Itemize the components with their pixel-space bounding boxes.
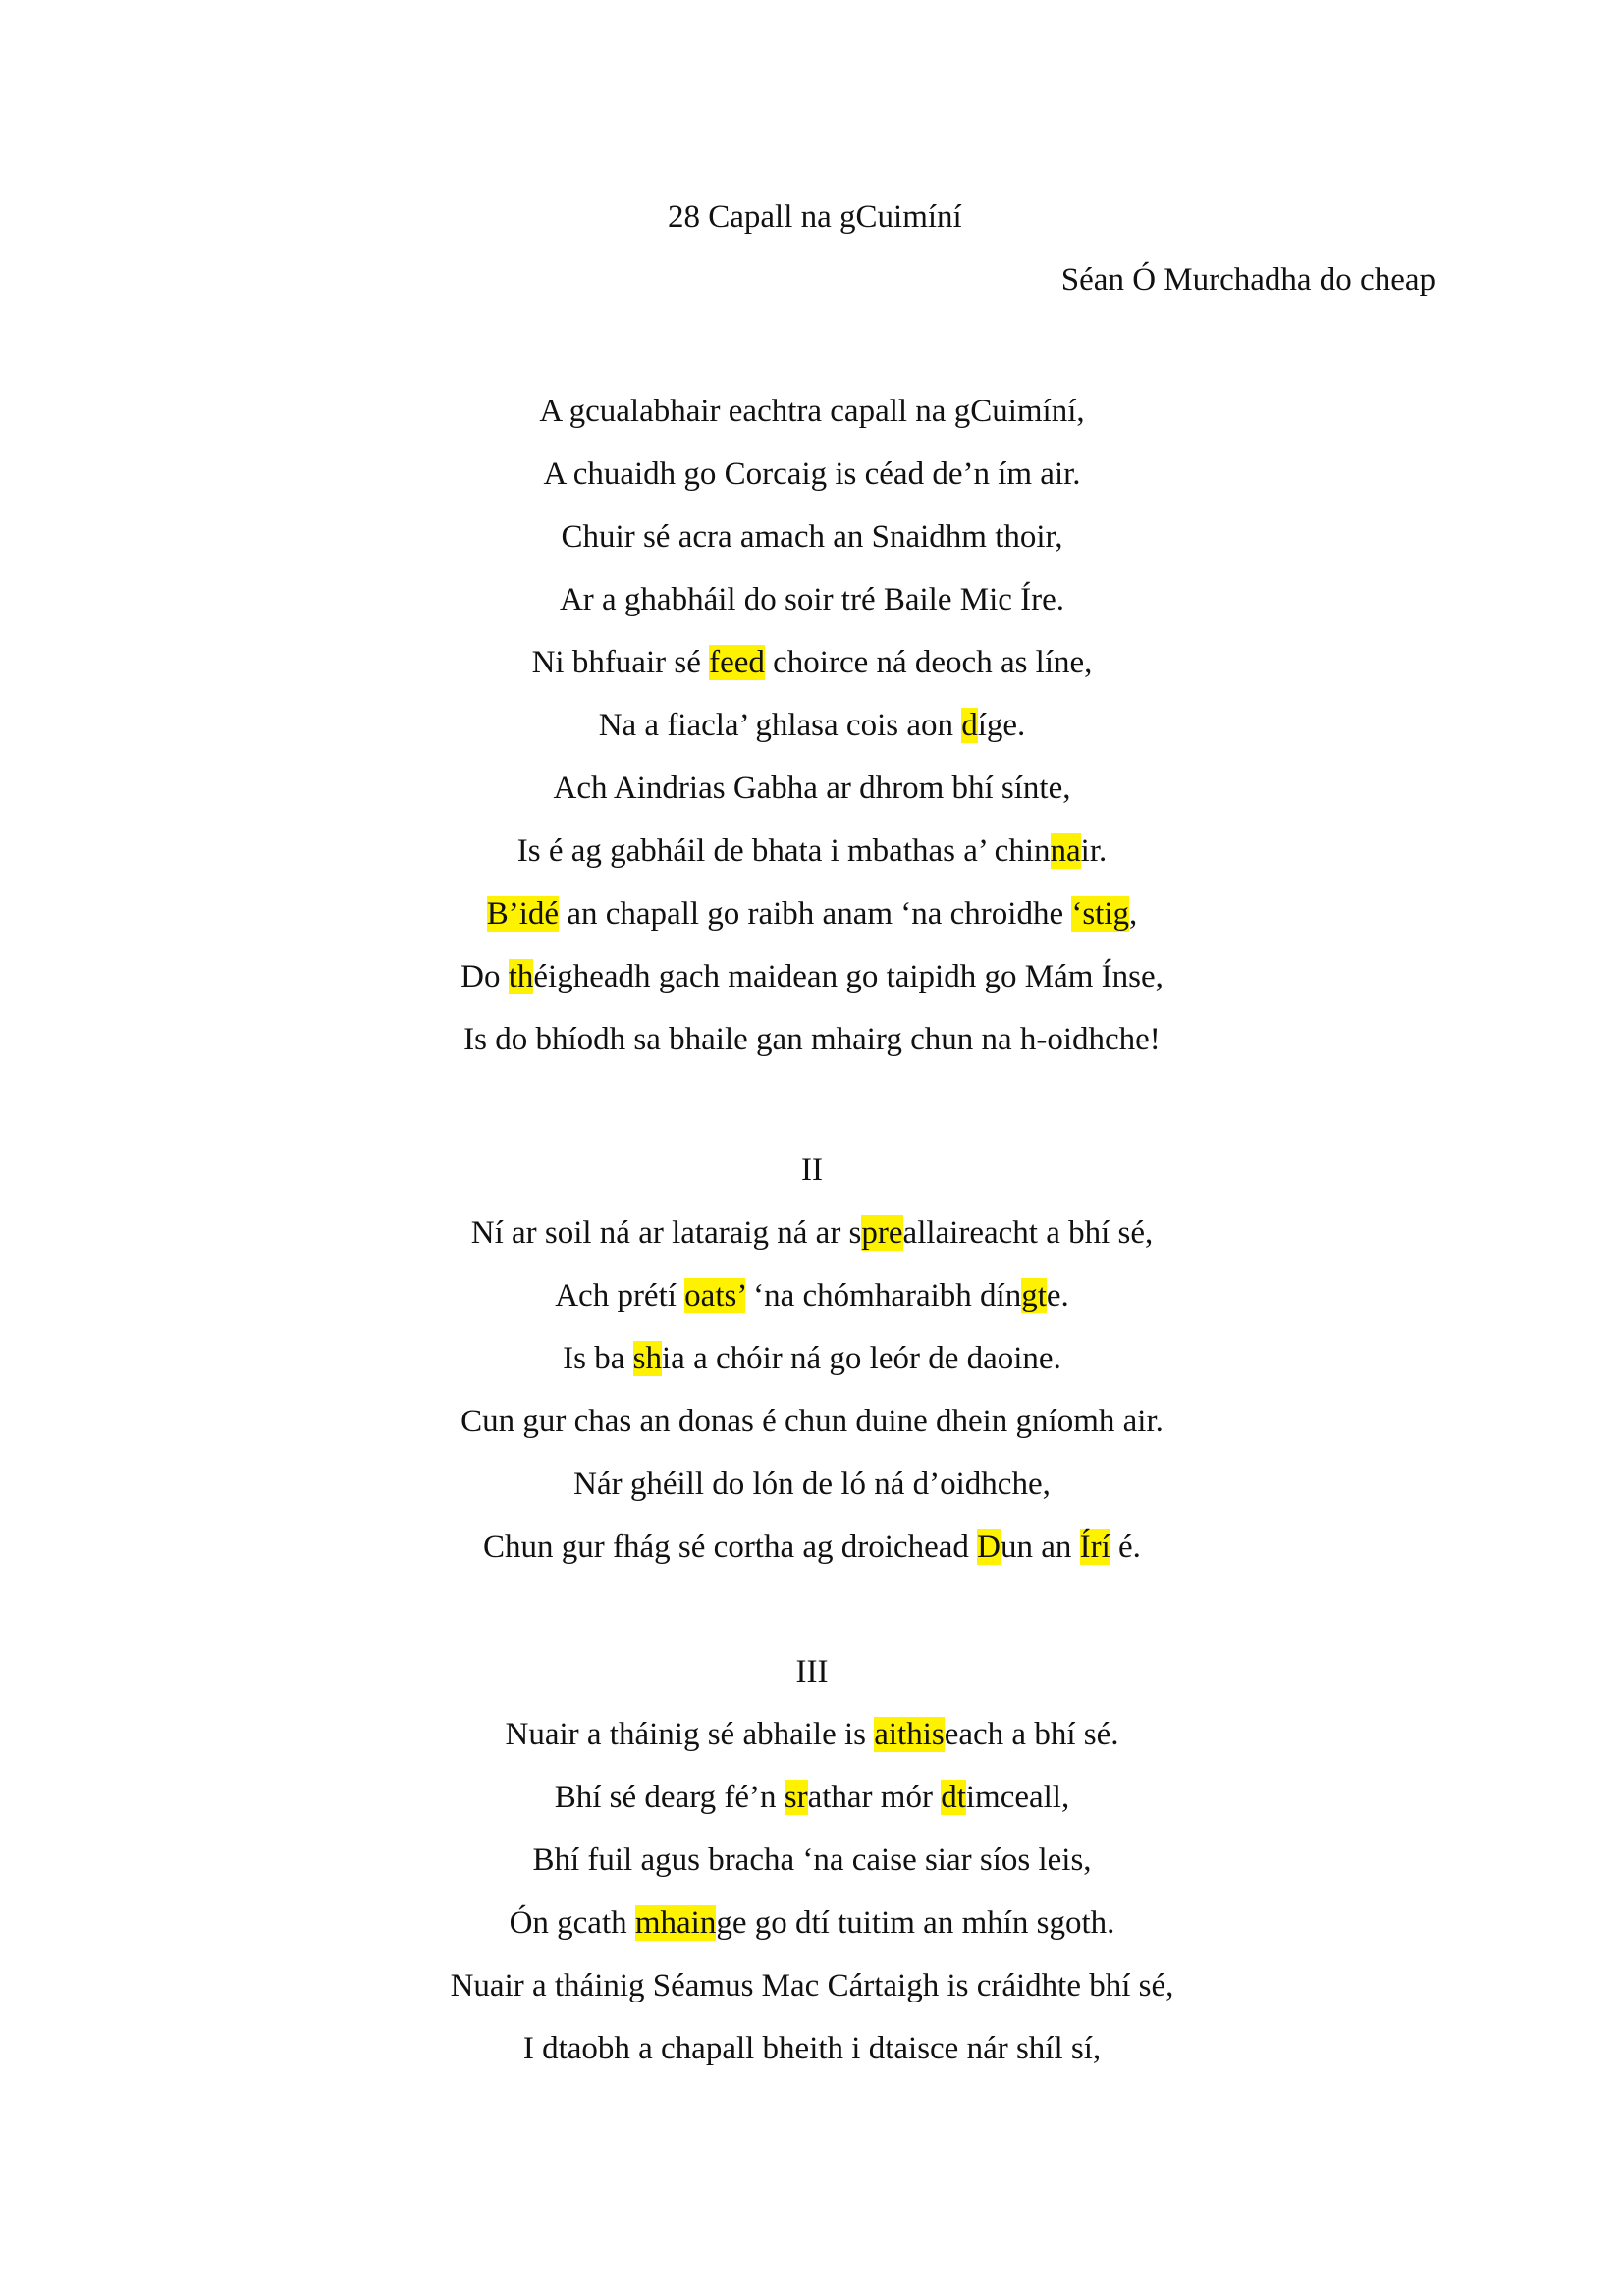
line-text: I dtaobh a chapall bheith i dtaisce nár shíl sí,: [522, 2031, 1102, 2066]
poem-line: [0, 568, 1624, 631]
line-text: Ar a ghabháil do soir tré Baile Mic Íre.: [559, 582, 1065, 617]
poem-line: [0, 757, 1624, 820]
highlighted-text: sh: [632, 1341, 662, 1376]
highlighted-text: ‘stig: [1071, 896, 1130, 932]
poem-line: [0, 1008, 1624, 1071]
poem-line: [0, 1264, 1624, 1327]
line-text: Ni bhfuair sé: [531, 645, 710, 680]
poem-line: [0, 820, 1624, 882]
poem-line: [0, 506, 1624, 568]
line-text: ia a chóir ná go leór de daoine.: [662, 1341, 1061, 1376]
line-text: Nár ghéill do lón de ló ná d’oidhche,: [573, 1467, 1051, 1502]
line-text: Ach prétí: [555, 1278, 685, 1313]
line-text: A chuaidh go Corcaig is céad de’n ím air.: [543, 456, 1081, 492]
line-text: each a bhí sé.: [944, 1717, 1119, 1752]
poem-line: [0, 1703, 1624, 1766]
poem-line: [0, 631, 1624, 694]
line-text: ‘na chómharaibh dín: [744, 1278, 1022, 1313]
highlighted-text: sr: [784, 1780, 808, 1815]
line-text: Na a fiacla’ ghlasa cois aon: [598, 708, 962, 743]
poem-line: [0, 1453, 1624, 1516]
stanza-1: [0, 380, 1624, 1071]
line-text: Cun gur chas an donas é chun duine dhein gníomh air.: [460, 1404, 1164, 1439]
poem-line: [0, 945, 1624, 1008]
stanza-heading: II: [801, 1152, 823, 1188]
line-text: Chuir sé acra amach an Snaidhm thoir,: [561, 519, 1063, 555]
line-text: Do: [460, 959, 509, 994]
stanza-2: [0, 1139, 1624, 1578]
highlighted-text: B’idé: [486, 896, 560, 932]
line-text: un an: [1000, 1529, 1080, 1565]
highlighted-text: feed: [709, 645, 765, 680]
line-text: Nuair a tháinig sé abhaile is: [505, 1717, 875, 1752]
poem-line: [0, 694, 1624, 757]
poem-line: [0, 1201, 1624, 1264]
poem-line: [0, 1954, 1624, 2017]
highlighted-text: dt: [941, 1780, 966, 1815]
highlighted-text: oats’: [684, 1278, 745, 1313]
poem-author: Séan Ó Murchadha do cheap: [1060, 262, 1435, 297]
highlighted-text: th: [508, 959, 534, 994]
poem-line: [0, 1390, 1624, 1453]
line-text: é.: [1110, 1529, 1141, 1565]
line-text: allaireacht a bhí sé,: [902, 1215, 1154, 1251]
line-text: e.: [1046, 1278, 1069, 1313]
line-text: imceall,: [965, 1780, 1070, 1815]
poem-line: [0, 882, 1624, 945]
highlighted-text: Írí: [1079, 1529, 1110, 1565]
stanza-heading: III: [795, 1654, 829, 1689]
line-text: Is ba: [563, 1341, 633, 1376]
line-text: athar mór: [807, 1780, 942, 1815]
poem-title: 28 Capall na gCuimíní: [668, 199, 962, 235]
poem-line: [0, 1829, 1624, 1892]
poem-line: [0, 380, 1624, 443]
highlighted-text: gt: [1021, 1278, 1047, 1313]
line-text: ,: [1129, 896, 1138, 932]
line-text: A gcualabhair eachtra capall na gCuimíní,: [539, 394, 1085, 429]
line-text: Ón gcath: [509, 1905, 635, 1941]
line-text: Chun gur fhág sé cortha ag droichead: [483, 1529, 978, 1565]
line-text: éigheadh gach maidean go taipidh go Mám Ínse,: [533, 959, 1164, 994]
line-text: an chapall go raibh anam ‘na chroidhe: [559, 896, 1072, 932]
highlighted-text: na: [1050, 833, 1081, 869]
line-text: ir.: [1080, 833, 1108, 869]
line-text: Ach Aindrias Gabha ar dhrom bhí sínte,: [553, 771, 1071, 806]
line-text: ge go dtí tuitim an mhín sgoth.: [716, 1905, 1115, 1941]
line-text: Bhí sé dearg fé’n: [554, 1780, 785, 1815]
poem-line: [0, 1766, 1624, 1829]
stanza-3: [0, 1640, 1624, 2080]
line-text: Is é ag gabháil de bhata i mbathas a’ chin: [516, 833, 1051, 869]
highlighted-text: mhain: [634, 1905, 717, 1941]
line-text: Bhí fuil agus bracha ‘na caise siar síos leis,: [532, 1842, 1092, 1878]
line-text: Is do bhíodh sa bhaile gan mhairg chun na h-oidhche!: [463, 1022, 1161, 1057]
highlighted-text: d: [961, 708, 978, 743]
poem-line: [0, 1516, 1624, 1578]
poem-line: [0, 1327, 1624, 1390]
line-text: Ní ar soil ná ar lataraig ná ar s: [470, 1215, 862, 1251]
line-text: íge.: [977, 708, 1026, 743]
highlighted-text: aithis: [874, 1717, 945, 1752]
line-text: Nuair a tháinig Séamus Mac Cártaigh is cráidhte bhí sé,: [450, 1968, 1174, 2003]
poem-line: [0, 1892, 1624, 1954]
highlighted-text: D: [977, 1529, 1001, 1565]
poem-line: [0, 2017, 1624, 2080]
line-text: choirce ná deoch as líne,: [764, 645, 1093, 680]
poem-line: [0, 443, 1624, 506]
highlighted-text: pre: [861, 1215, 903, 1251]
